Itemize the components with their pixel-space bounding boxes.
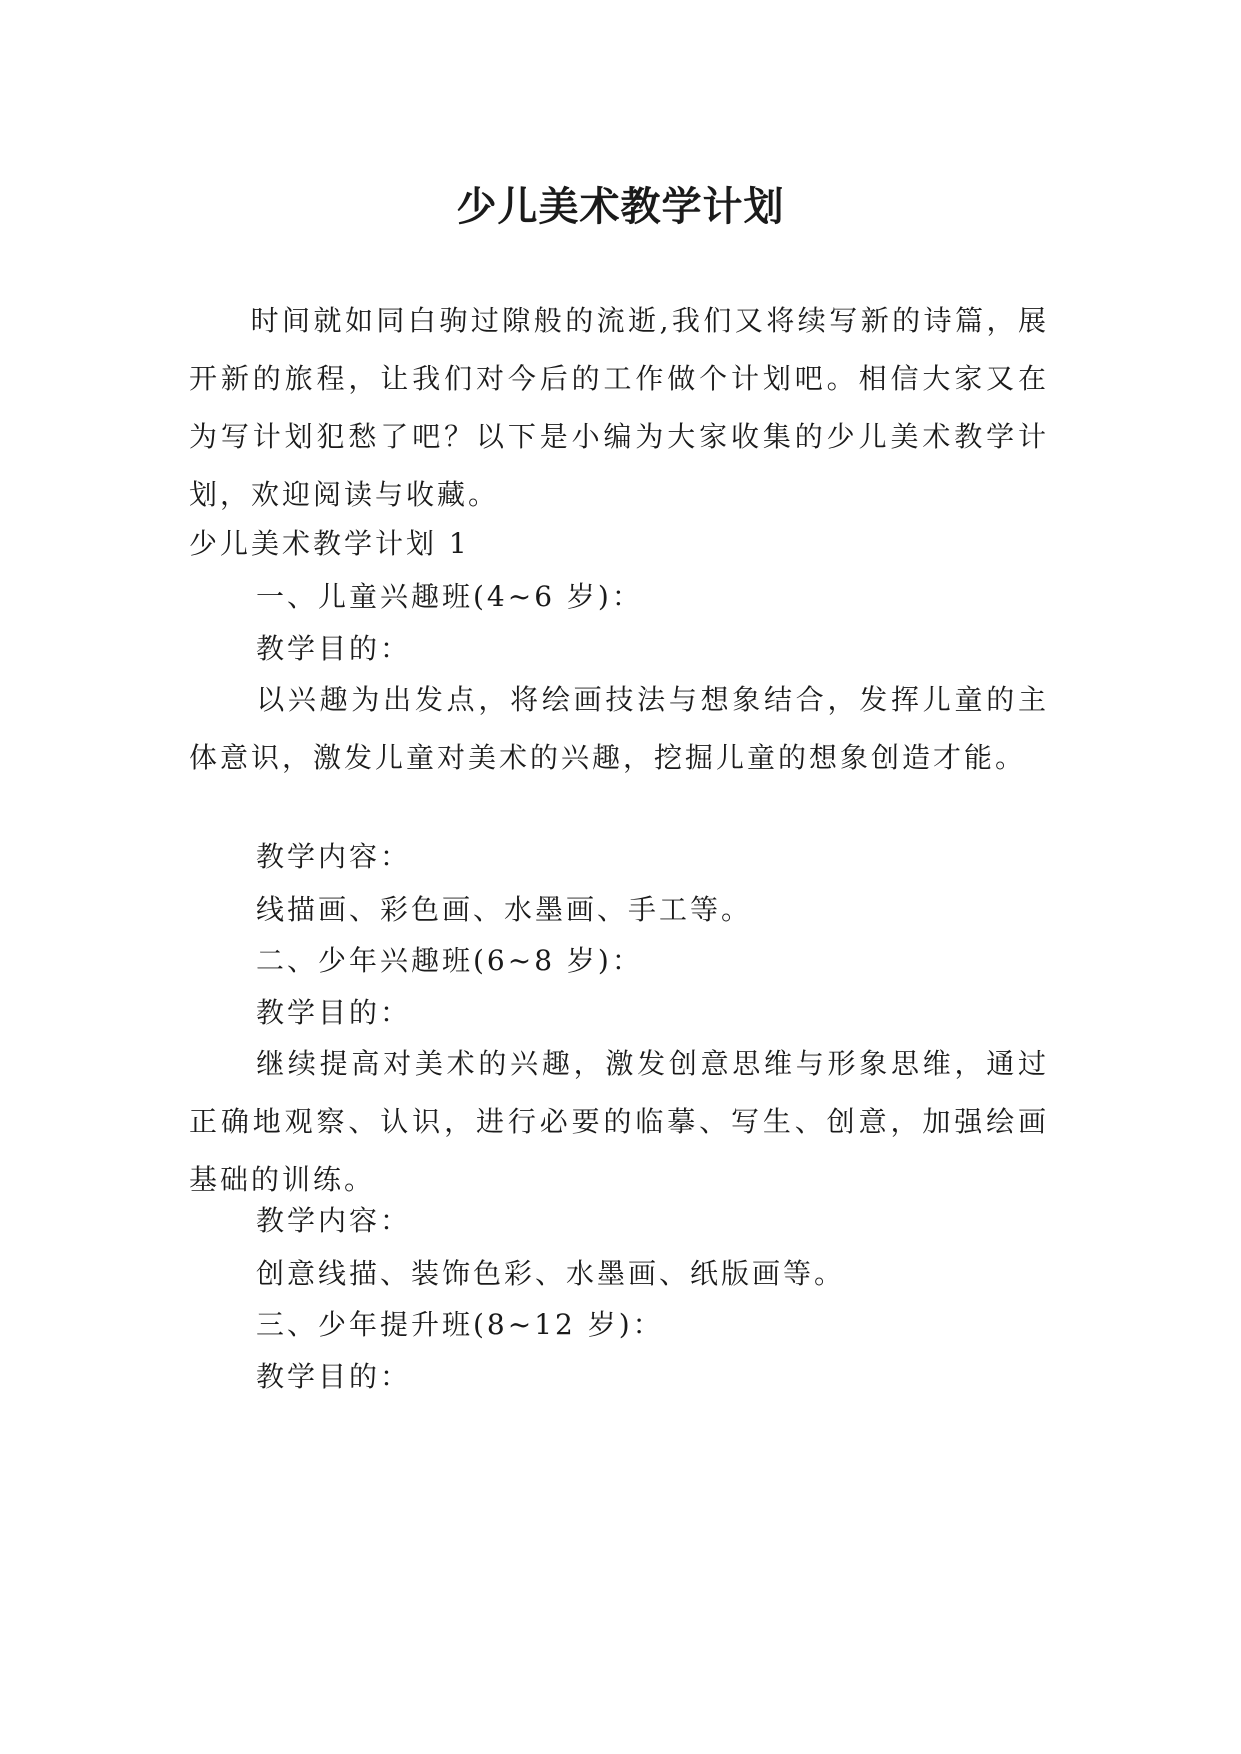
class2-content-label: 教学内容： (256, 1204, 412, 1237)
class1-heading: 一、儿童兴趣班(4~6 岁)： (256, 580, 643, 613)
class2-goal-label: 教学目的： (256, 996, 412, 1029)
class1-goal-text: 以兴趣为出发点，将绘画技法与想象结合，发挥儿童的主体意识，激发儿童对美术的兴趣，挖掘儿童的想象创造才能。 (189, 683, 1049, 774)
class1-goal-label: 教学目的： (256, 632, 412, 665)
class2-heading: 二、少年兴趣班(6~8 岁)： (256, 944, 643, 977)
class3-goal-label: 教学目的： (256, 1360, 412, 1393)
class1-content-label: 教学内容： (256, 840, 412, 873)
document-title: 少儿美术教学计划 (456, 182, 785, 230)
section-title: 少儿美术教学计划 1 (189, 527, 470, 560)
class2-content-text: 创意线描、装饰色彩、水墨画、纸版画等。 (256, 1257, 846, 1290)
class2-goal-text: 继续提高对美术的兴趣，激发创意思维与形象思维，通过正确地观察、认识，进行必要的临摹、写生、创意，加强绘画基础的训练。 (189, 1047, 1049, 1196)
class1-content-text: 线描画、彩色画、水墨画、手工等。 (256, 893, 753, 926)
class3-heading: 三、少年提升班(8~12 岁)： (256, 1308, 664, 1341)
intro-paragraph: 时间就如同白驹过隙般的流逝,我们又将续写新的诗篇，展开新的旅程，让我们对今后的工作做个计划吧。相信大家又在为写计划犯愁了吧？以下是小编为大家收集的少儿美术教学计划，欢迎阅读与收藏。 (189, 304, 1049, 511)
